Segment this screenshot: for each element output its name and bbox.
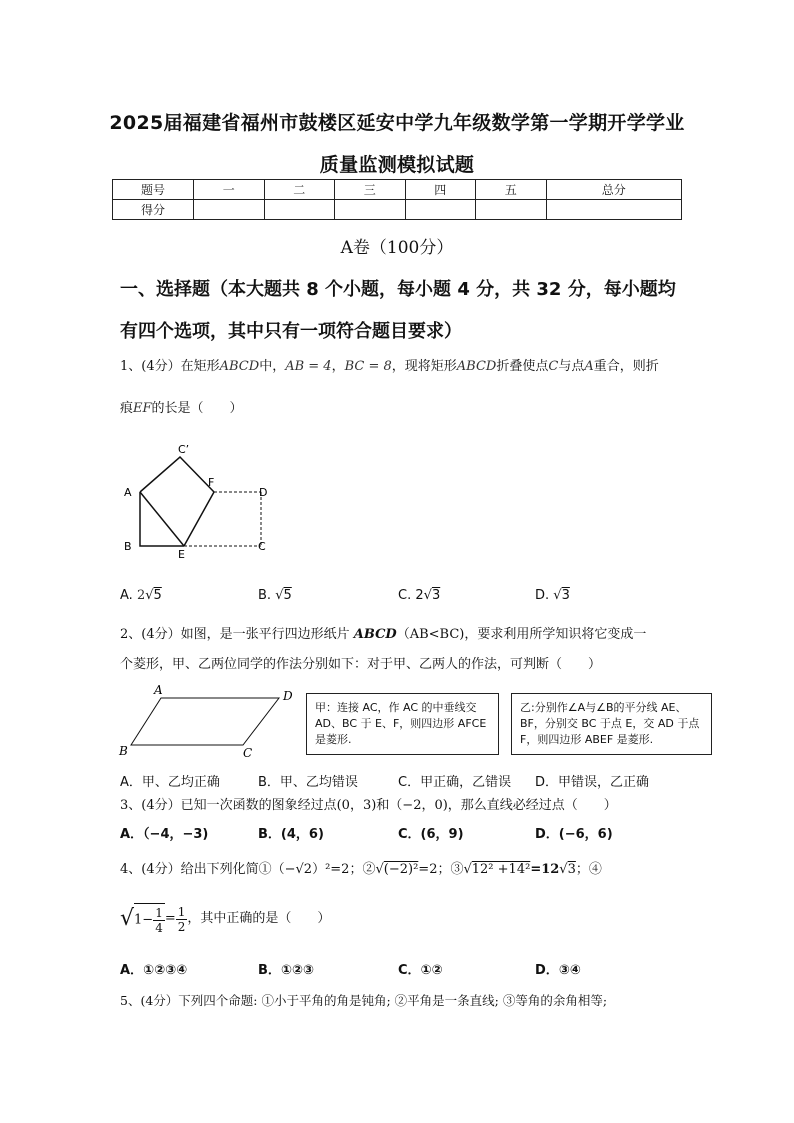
q1-text: 中， bbox=[259, 359, 286, 374]
q4-option-b[interactable]: B．①②③ bbox=[258, 963, 314, 978]
fraction-den: 2 bbox=[177, 919, 186, 934]
q4-stem-line2 bbox=[120, 903, 330, 935]
q4-text: ）²=2；② bbox=[312, 862, 376, 877]
score-header-cell: 二 bbox=[264, 180, 335, 200]
doc-title-line1: 2025届福建省福州市鼓楼区延安中学九年级数学第一学期开学学业 bbox=[109, 112, 685, 134]
q4-text: =12 bbox=[530, 862, 560, 877]
option-radicand: 3 bbox=[561, 588, 570, 603]
section-a-heading: A卷（100分） bbox=[340, 238, 454, 258]
q1-option-b[interactable] bbox=[258, 588, 292, 603]
sqrt-icon: √ bbox=[463, 862, 472, 877]
score-header-cell: 四 bbox=[405, 180, 476, 200]
option-label: A. bbox=[120, 588, 133, 603]
option-coef: 2 bbox=[415, 588, 424, 603]
q4-option-c[interactable]: C．①② bbox=[398, 963, 443, 978]
q1-math: AB = 4 bbox=[285, 359, 332, 374]
sqrt-icon: √ bbox=[423, 588, 432, 603]
q1-figure bbox=[118, 435, 288, 560]
q2-option-c[interactable]: C．甲正确，乙错误 bbox=[398, 775, 512, 790]
score-cell[interactable] bbox=[546, 200, 682, 220]
option-coef: 2 bbox=[136, 588, 146, 603]
section1-heading-line1: 一、选择题（本大题共 8 个小题，每小题 4 分，共 32 分，每小题均 bbox=[120, 279, 676, 300]
option-radicand: 5 bbox=[153, 588, 162, 603]
q5-stem: 5、(4分）下列四个命题: ①小于平角的角是钝角; ②平角是一条直线; ③等角的余角相等; bbox=[120, 993, 608, 1008]
sqrt-icon: √ bbox=[145, 588, 154, 603]
score-table-score-row bbox=[113, 200, 682, 220]
fig-label-f: F bbox=[208, 476, 215, 489]
q4-radicand: 12² +14² bbox=[471, 862, 531, 877]
score-cell[interactable] bbox=[264, 200, 335, 220]
q1-option-c[interactable] bbox=[398, 588, 440, 603]
sqrt-icon: √ bbox=[120, 906, 135, 931]
q2-parallelogram-figure bbox=[117, 683, 302, 761]
q1-text: 1、(4分）在矩形 bbox=[120, 359, 220, 374]
q1-stem-line1 bbox=[120, 357, 659, 377]
score-cell[interactable] bbox=[476, 200, 547, 220]
option-label: B. bbox=[258, 588, 272, 603]
fig-label-a: A bbox=[124, 486, 132, 499]
q4-eq: = bbox=[164, 911, 176, 926]
q1-option-a[interactable] bbox=[120, 588, 162, 603]
q4-radicand: (−2)² bbox=[383, 862, 419, 877]
q3-option-d[interactable]: D．(−6，6) bbox=[535, 827, 613, 842]
doc-title-line2: 质量监测模拟试题 bbox=[319, 154, 475, 176]
q4-radicand: 3 bbox=[567, 862, 576, 877]
q2-box-yi: 乙:分别作∠A与∠B的平分线 AE、BF，分别交 BC 于点 E，交 AD 于点 F，则四边形 ABEF 是菱形. bbox=[511, 693, 712, 755]
score-row-label: 得分 bbox=[113, 200, 194, 220]
sqrt-icon: √ bbox=[559, 862, 568, 877]
q1-math: BC = 8 bbox=[344, 359, 392, 374]
q1-math: A bbox=[584, 359, 594, 374]
q1-stem-line2 bbox=[120, 399, 243, 419]
q3-option-a[interactable]: A．（−4，−3) bbox=[120, 827, 209, 842]
score-header-cell: 一 bbox=[194, 180, 265, 200]
section1-heading-line2: 有四个选项，其中只有一项符合题目要求） bbox=[120, 321, 462, 342]
q3-option-c[interactable]: C．(6，9) bbox=[398, 827, 464, 842]
q4-text: 4、(4分）给出下列化简①（ bbox=[120, 862, 285, 877]
fraction-num: 1 bbox=[177, 904, 186, 919]
score-cell[interactable] bbox=[405, 200, 476, 220]
q4-text: ；④ bbox=[575, 862, 602, 877]
q4-one-minus: 1− bbox=[134, 912, 154, 928]
q3-option-b[interactable]: B．(4，6) bbox=[258, 827, 324, 842]
q1-text: 痕 bbox=[120, 401, 134, 416]
q2-text: （AB<BC)，要求利用所学知识将它变成一 bbox=[396, 627, 647, 642]
q1-math: EF bbox=[133, 401, 152, 416]
fig-label-c: C bbox=[243, 746, 253, 760]
fig-label-c-prime: C’ bbox=[178, 443, 190, 456]
q4-radical: −√2 bbox=[284, 862, 313, 877]
q2-box-jia: 甲：连接 AC，作 AC 的中垂线交 AD、BC 于 E、F，则四边形 AFCE 是菱形. bbox=[306, 693, 499, 755]
q1-math: ABCD bbox=[456, 359, 497, 374]
q3-stem: 3、(4分）已知一次函数的图象经过点(0，3)和（−2，0)，那么直线必经过点（ ） bbox=[120, 798, 617, 813]
fraction bbox=[153, 906, 165, 935]
option-label: D. bbox=[535, 588, 550, 603]
q2-abcd: ABCD bbox=[353, 627, 397, 642]
q4-stem-line1 bbox=[120, 860, 602, 880]
q4-option-d[interactable]: D．③④ bbox=[535, 963, 581, 978]
score-header-cell: 五 bbox=[476, 180, 547, 200]
q1-math: C bbox=[548, 359, 559, 374]
q1-math: ABCD bbox=[219, 359, 260, 374]
q4-option-a[interactable]: A．①②③④ bbox=[120, 963, 188, 978]
fig-label-e: E bbox=[178, 548, 185, 560]
score-cell[interactable] bbox=[335, 200, 406, 220]
sqrt-icon: √ bbox=[375, 862, 384, 877]
q1-text: 折叠使点 bbox=[496, 359, 549, 374]
q2-option-b[interactable]: B．甲、乙均错误 bbox=[258, 775, 358, 790]
score-table-header-row bbox=[113, 180, 682, 200]
fig-label-c: C bbox=[258, 540, 266, 553]
fig-label-d: D bbox=[283, 689, 293, 703]
fig-label-a: A bbox=[154, 683, 163, 697]
score-header-cell: 总分 bbox=[546, 180, 682, 200]
fig-label-b: B bbox=[119, 744, 128, 758]
q1-text: 的长是（ ） bbox=[151, 401, 243, 416]
sqrt-icon: √ bbox=[553, 588, 562, 603]
fraction-num: 1 bbox=[155, 906, 163, 920]
score-cell[interactable] bbox=[194, 200, 265, 220]
q1-text: 与点 bbox=[558, 359, 585, 374]
q1-text: ， bbox=[331, 359, 345, 374]
option-radicand: 3 bbox=[431, 588, 441, 603]
q4-fraction-expression bbox=[134, 903, 165, 935]
fig-label-b: B bbox=[124, 540, 132, 553]
fig-label-d: D bbox=[259, 486, 268, 499]
q1-text: 重合，则折 bbox=[593, 359, 659, 374]
score-header-cell: 题号 bbox=[113, 180, 194, 200]
sqrt-icon: √ bbox=[275, 588, 284, 603]
fraction-den: 4 bbox=[155, 921, 163, 935]
q1-option-d[interactable] bbox=[535, 588, 570, 603]
q2-text: 2、(4分）如图，是一张平行四边形纸片 bbox=[120, 627, 354, 642]
score-table bbox=[112, 179, 682, 220]
option-radicand: 5 bbox=[283, 588, 292, 603]
fraction bbox=[176, 905, 188, 934]
q4-text: =2；③ bbox=[418, 862, 464, 877]
q2-option-a[interactable]: A．甲、乙均正确 bbox=[120, 775, 220, 790]
score-header-cell: 三 bbox=[335, 180, 406, 200]
option-label: C. bbox=[398, 588, 412, 603]
q1-text: ，现将矩形 bbox=[391, 359, 457, 374]
q4-text: ，其中正确的是（ ） bbox=[187, 911, 331, 926]
q2-stem-line2: 个菱形，甲、乙两位同学的作法分别如下：对于甲、乙两人的作法，可判断（ ） bbox=[120, 657, 602, 672]
q2-stem-line1 bbox=[120, 625, 646, 645]
q2-option-d[interactable]: D．甲错误，乙正确 bbox=[535, 775, 650, 790]
